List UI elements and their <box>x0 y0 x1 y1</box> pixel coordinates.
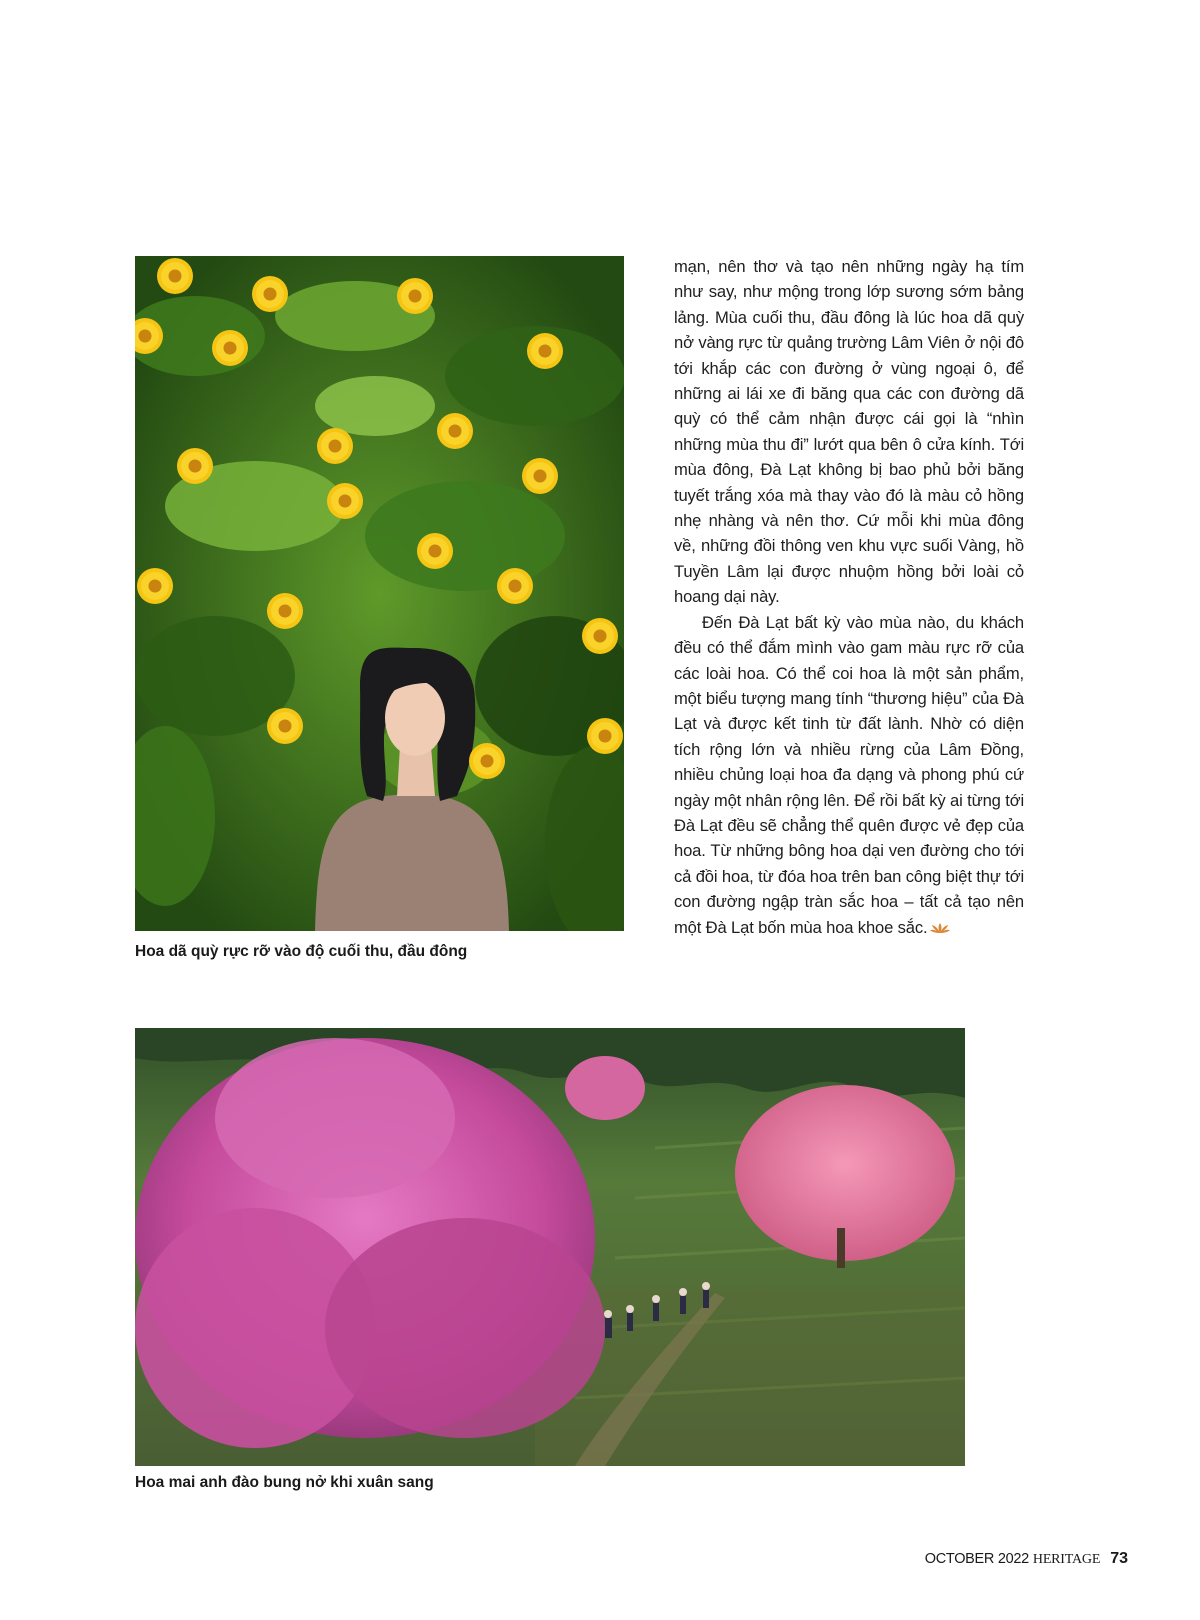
article-paragraph: mạn, nên thơ và tạo nên những ngày hạ tím như say, như mộng trong lớp sương sớm bảng lảng. Mùa cuối thu, đầu đông là lúc hoa dã quỳ nở vàng rực từ quảng trường Lâm Viên ở nội đô tới khắp các con đường ở vùng ngoại ô, để những ai lái xe đi băng qua các con đường dã quỳ có thể cảm nhận được cái gọi là “nhìn những mùa thu đi” lướt qua bên ô cửa kính. Tới mùa đông, Đà Lạt không bị bao phủ bởi băng tuyết trắng xóa mà thay vào đó là màu cỏ hồng nhẹ nhàng và nên thơ. Cứ mỗi khi mùa đông về, những đồi thông ven khu vực suối Vàng, hồ Tuyền Lâm lại được nhuộm hồng bởi loài cỏ hoang dại này. <box>674 257 1024 607</box>
article-paragraph-text: Đến Đà Lạt bất kỳ vào mùa nào, du khách đều có thể đắm mình vào gam màu rực rỡ của các loài hoa. Có thể coi hoa là một sản phẩm, một biểu tượng mang tính “thương hiệu” của Đà Lạt và được kết tinh từ đất lành. Nhờ có diện tích rộng lớn và nhiều rừng của Lâm Đồng, nhiều chủng loại hoa đa dạng và phong phú cứ ngày một nhân rộng lên. Để rồi bất kỳ ai từng tới Đà Lạt đều sẽ chẳng thể quên được vẻ đẹp của hoa. Từ những bông hoa dại ven đường cho tới cả đồi hoa, từ đóa hoa trên ban công biệt thự tới con đường ngập tràn sắc hoa – tất cả tạo nên một Đà Lạt bốn mùa hoa khoe sắc. <box>674 612 1024 937</box>
article-paragraph <box>674 610 1024 940</box>
sunflower-photo-caption: Hoa dã quỳ rực rỡ vào độ cuối thu, đầu đông <box>135 943 468 960</box>
page-number: 73 <box>1110 1550 1128 1567</box>
magazine-name: HERITAGE <box>1032 1552 1101 1567</box>
lotus-end-mark-icon <box>929 922 951 934</box>
cherry-blossom-photo-caption: Hoa mai anh đào bung nở khi xuân sang <box>135 1474 434 1491</box>
page-footer <box>925 1550 1128 1568</box>
cherry-blossom-photo <box>135 1028 965 1466</box>
article-body <box>674 254 1024 940</box>
sunflower-photo-image <box>135 256 624 931</box>
cherry-blossom-photo-image <box>135 1028 965 1466</box>
issue-date: OCTOBER 2022 <box>924 1551 1029 1567</box>
sunflower-photo <box>135 256 624 931</box>
